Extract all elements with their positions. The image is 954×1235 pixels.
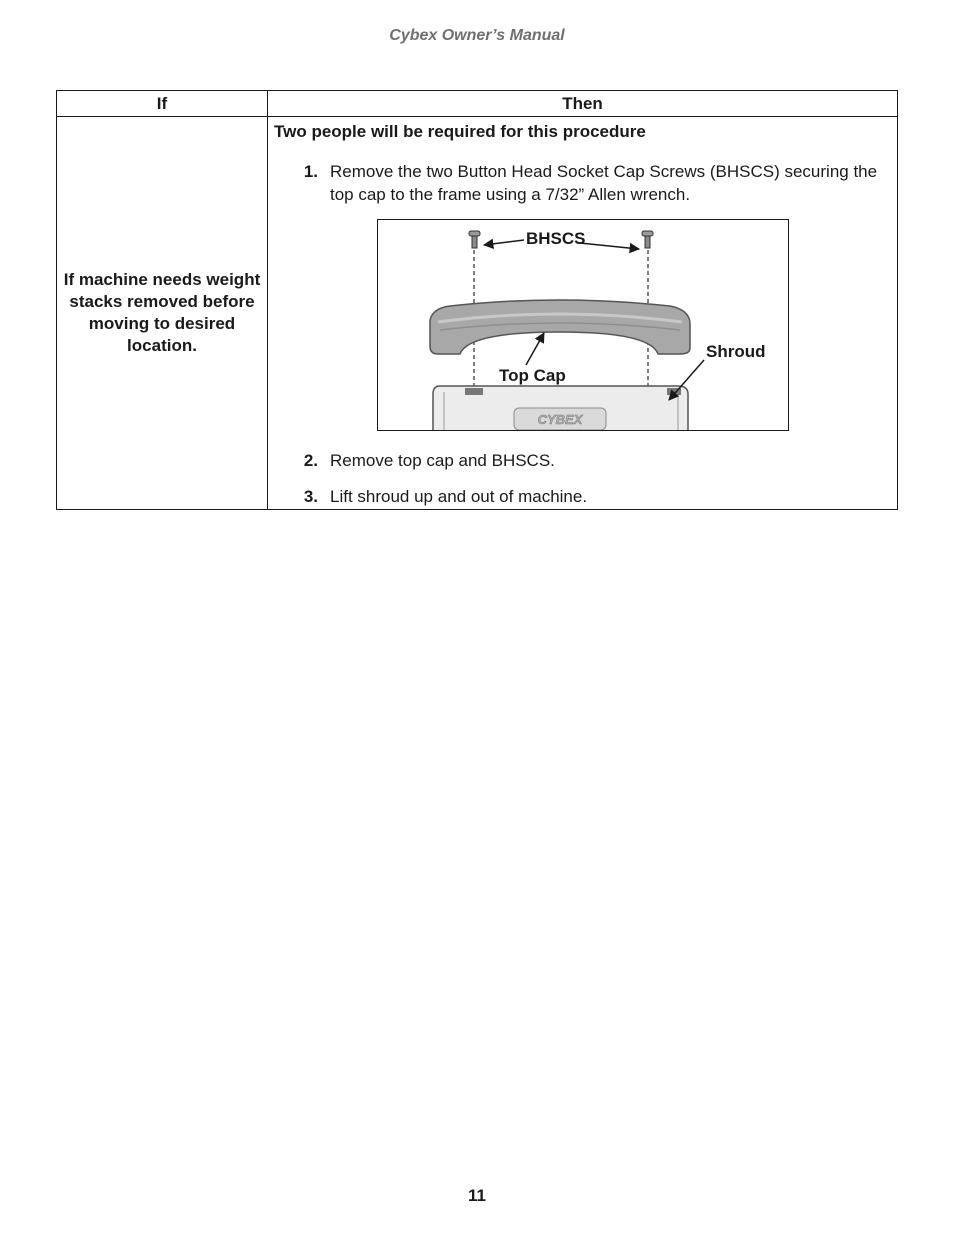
procedure-intro: Two people will be required for this procedure [274, 122, 646, 141]
bhscs-arrow-right [580, 243, 639, 249]
step-2 [274, 449, 891, 472]
step-text: Remove the two Button Head Socket Cap Screws (BHSCS) securing the top cap to the frame using a 7/32” Allen wrench. [330, 162, 878, 204]
manual-header: Cybex Owner’s Manual [389, 27, 565, 44]
top-cap-illustration [378, 220, 788, 430]
step-text: Lift shroud up and out of machine. [330, 487, 588, 506]
procedure-table [56, 90, 898, 510]
shroud-label: Shroud [706, 342, 766, 361]
if-condition-cell: If machine needs weight stacks removed before moving to desired location. [57, 117, 268, 510]
screw-icon-left [469, 231, 480, 248]
step-number: 3. [303, 487, 318, 506]
cybex-logo [514, 408, 606, 430]
step-1 [274, 160, 891, 206]
column-header-then: Then [268, 91, 898, 117]
table-header-row [57, 91, 898, 117]
bhscs-label: BHSCS [526, 229, 586, 248]
step-number: 1. [303, 162, 318, 181]
step-text: Remove top cap and BHSCS. [330, 451, 555, 470]
page-number: 11 [468, 1186, 486, 1205]
top-cap-part [430, 300, 690, 354]
step-number: 2. [303, 451, 318, 470]
shroud-part [433, 386, 688, 430]
table-row [57, 117, 898, 510]
then-cell [268, 117, 898, 510]
bhscs-arrow-left [484, 240, 524, 245]
logo-text: CYBEX [537, 412, 583, 427]
top-cap-arrow [526, 333, 544, 365]
top-cap-figure [377, 219, 789, 431]
step-3 [274, 485, 891, 508]
top-cap-label: Top Cap [499, 366, 566, 385]
column-header-if: If [57, 91, 268, 117]
screw-icon-right [642, 231, 653, 248]
